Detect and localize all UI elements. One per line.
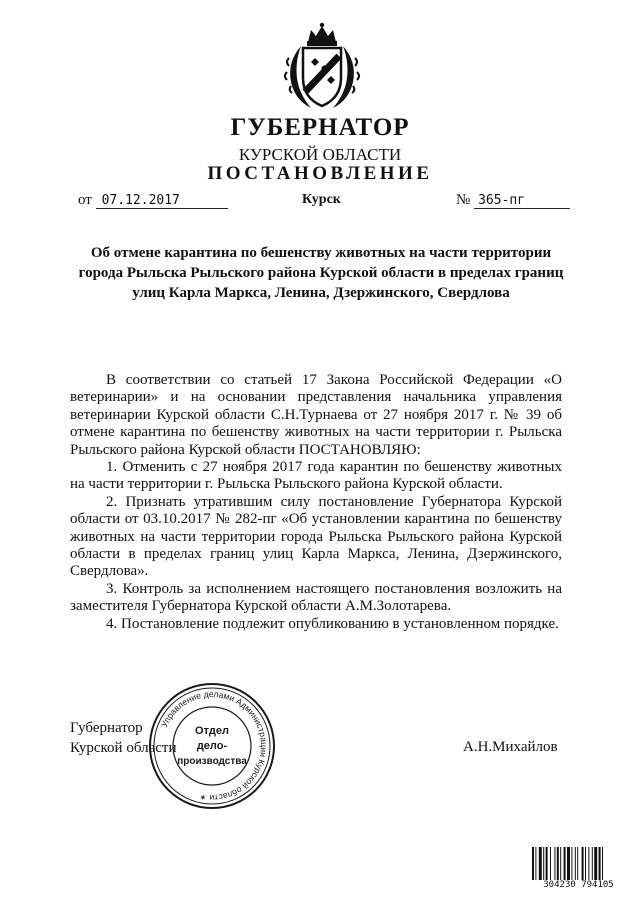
date-prefix: от — [78, 192, 92, 208]
svg-text:дело-: дело- — [196, 740, 228, 752]
office-stamp — [146, 680, 278, 812]
document-body — [70, 372, 562, 633]
signatory-name: А.Н.Михайлов — [463, 739, 558, 755]
paragraph-item-1: 1. Отменить с 27 ноября 2017 года карантин по бешенству животных на части территории г. Рыльска Рыльского района Курской области. — [70, 459, 562, 493]
document-date — [78, 192, 228, 209]
signatory-title-line1: Губернатор — [70, 720, 143, 736]
paragraph-preamble: В соответствии со статьей 17 Закона Российской Федерации «О ветеринарии» и на основании представления начальника управления ветеринарии Курской области С.Н.Турнаева от 27 ноября 2017 г. № 39 об отмене карантина по бешенству животных на части территории г. Рыльска Рыльского района Курской области ПОСТАНОВЛЯЮ: — [70, 372, 562, 458]
document-number — [456, 192, 570, 209]
document-type: ПОСТАНОВЛЕНИЕ — [207, 163, 433, 184]
date-value: 07.12.2017 — [96, 193, 228, 209]
svg-text:Отдел: Отдел — [195, 725, 229, 737]
svg-text:Управление делами Администраци: Управление делами Администрации Курской области ✶ — [159, 688, 270, 804]
paragraph-item-4: 4. Постановление подлежит опубликованию в установленном порядке. — [106, 615, 559, 632]
paragraph-item-3: 3. Контроль за исполнением настоящего постановления возложить на заместителя Губернатора Курской области А.М.Золотарева. — [70, 580, 562, 615]
signatory-title-line2: Курской области — [70, 740, 177, 756]
barcode — [531, 847, 626, 891]
title-region: КУРСКОЙ ОБЛАСТИ — [238, 145, 402, 164]
barcode-number: 304230 794105 — [531, 880, 626, 891]
document-city: Курск — [302, 192, 341, 207]
number-value: 365-пг — [474, 193, 570, 209]
paragraph-item-2: 2. Признать утратившим силу постановление Губернатора Курской области от 03.10.2017 № 282-пг «Об установлении карантина по бешенству животных на части территории города Рыльска Рыльского района Курской области в пределах границ улиц Карла Маркса, Ленина, Дзержинского, Свердлова». — [70, 493, 562, 580]
title-governor: ГУБЕРНАТОР — [230, 114, 410, 141]
svg-text:производства: производства — [177, 756, 247, 767]
document-subject: Об отмене карантина по бешенству животных на части территории города Рыльска Рыльского района Курской области в пределах границ улиц Карла Маркса, Ленина, Дзержинского, Свердлова — [78, 245, 564, 301]
number-prefix: № — [456, 192, 471, 208]
coat-of-arms-icon — [281, 22, 363, 110]
